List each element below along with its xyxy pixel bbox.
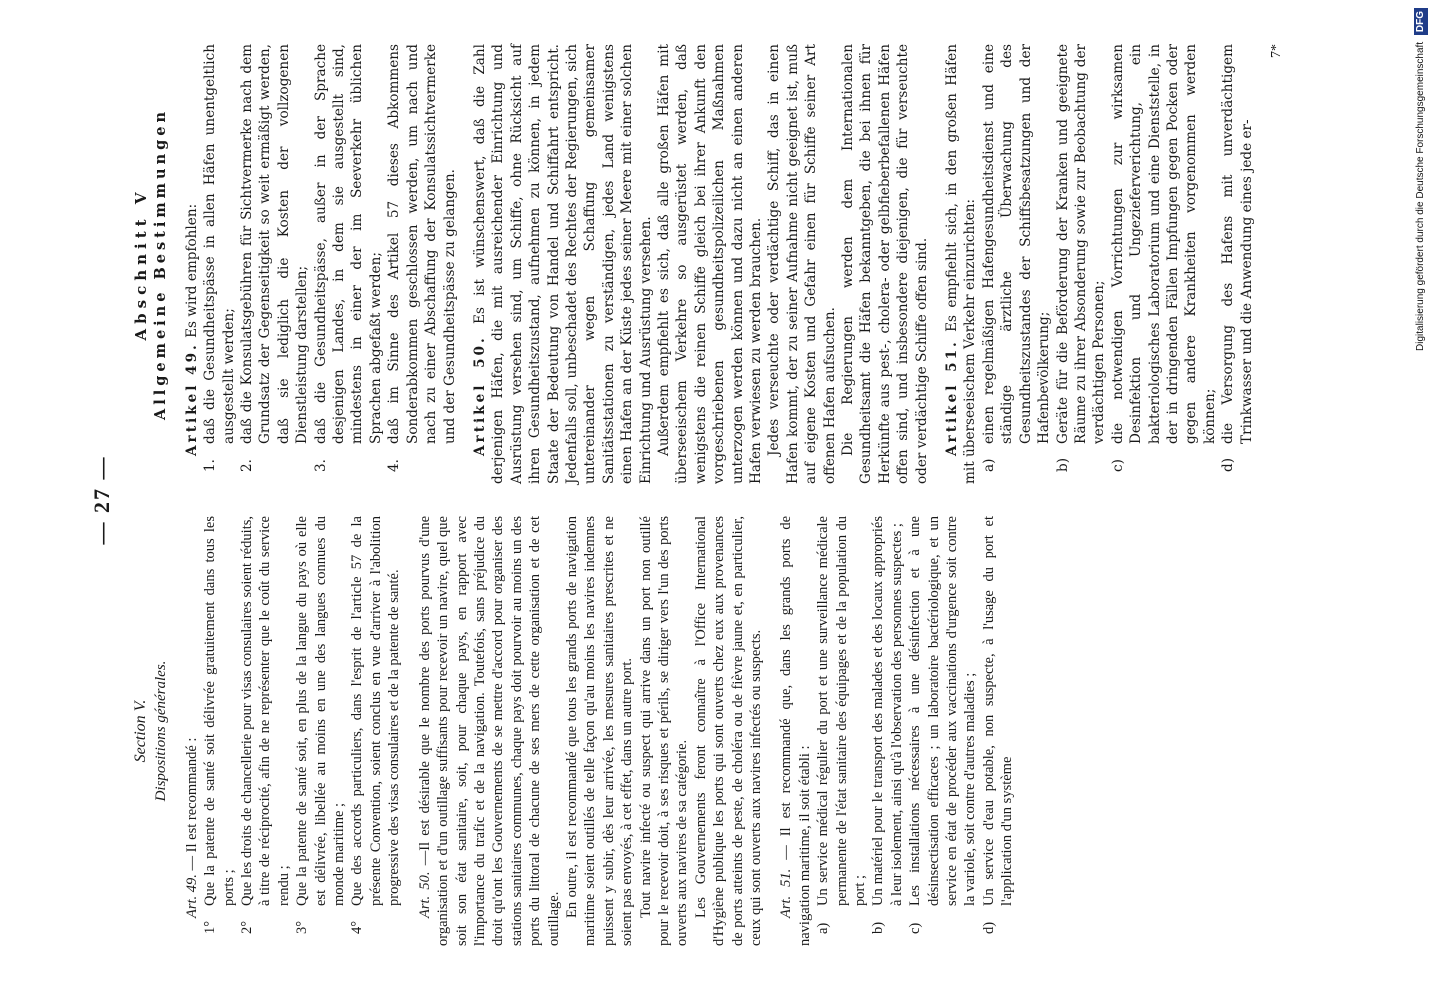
item-letter: a) bbox=[980, 458, 997, 472]
french-section-subtitle: Dispositions générales. bbox=[153, 660, 170, 802]
paragraph: Les Gouvernements feront connaître à l'Office International d'Hygiène publique les ports qui sont ouverts chez eux aux provenances de ports atteints de peste, de choléra ou de fièvre jaune et, en particulier, ceux qui sont ouverts aux navires infectés ou suspects. bbox=[692, 516, 764, 946]
item-text: Geräte für die Beförderung der Kranken und geeignete Räume zu ihrer Absonderung sowie zur Beobachtung der verdächtigen Personen; bbox=[1054, 44, 1108, 444]
french-article-49 bbox=[183, 516, 404, 946]
item-text: Que les droits de chancellerie pour visas consulaires soient réduits, à titre de réciprocité, afin de ne représenter que le coût du service rendu ; bbox=[239, 516, 292, 906]
document-page bbox=[37, 10, 1397, 990]
item-number: 2. bbox=[239, 459, 256, 472]
article-label: Artikel 49. bbox=[183, 342, 200, 456]
list-item bbox=[238, 516, 293, 946]
item-number: 3. bbox=[312, 459, 329, 472]
item-letter: c) bbox=[907, 922, 924, 934]
dfg-logo: DFG bbox=[1414, 8, 1428, 35]
german-column bbox=[132, 44, 1256, 484]
list-item bbox=[869, 516, 906, 946]
list-item bbox=[1219, 44, 1256, 484]
article-intro: —Il est désirable que le nombre des ports pourvus d'une organisation et d'un outillage suffisants pour recevoir un navire, quel que soit son état sanitaire, soit, pour chaque pays, en rapport avec l'importance du trafic et de la navigation. Toutefois, sans préjudice du droit qu'ont les Gouvernements de se mettre d'accord pour organiser des stations sanitaires communes, chaque pays doit pourvoir au moins un des ports du littoral de chacune de ses mers de cette organisation et de cet outillage. bbox=[416, 515, 562, 946]
item-text: Un matériel pour le transport des malades et des locaux appropriés à leur isolement, ainsi qu'à l'observation des personnes suspectes ; bbox=[870, 516, 905, 906]
german-section-subtitle: Allgemeine Bestimmungen bbox=[152, 107, 170, 421]
french-section-title: Section V. bbox=[132, 699, 149, 763]
item-letter: b) bbox=[1054, 457, 1071, 472]
french-article-50 bbox=[416, 516, 766, 946]
item-text: Que la patente de santé soit, en plus de la langue du pays où elle est délivrée, libellée au moins en une des langues connues du monde maritime ; bbox=[294, 516, 348, 906]
article-intro: Es empfiehlt sich, in den großen Häfen mit überseeischem Verkehr einzurichten: bbox=[944, 44, 979, 484]
paragraph: En outre, il est recommandé que tous les grands ports de navigation maritime soient outillés de telle façon qu'au moins les navires indemnes puissent y subir, dès leur arrivée, les mesures sanitaires prescrites et ne soient pas envoyés, à cet effet, dans un autre port. bbox=[563, 516, 636, 946]
paragraph: Jedes verseuchte oder verdächtige Schiff, das in einen Hafen kommt, der zu seiner Aufnahme nicht geeignet ist, muß auf eigene Kosten und Gefahr einen für Schiffe seiner Art offenen Hafen aufsuchen. bbox=[766, 44, 838, 484]
list-item bbox=[385, 44, 459, 484]
item-text: Un service d'eau potable, non suspecte, à l'usage du port et l'application d'un système bbox=[980, 516, 1016, 906]
list-item bbox=[980, 516, 1017, 946]
item-text: daß im Sinne des Artikel 57 dieses Abkommens Sonderabkommen geschlossen werden, um nach und nach zu einer Abschaffung der Konsulatssichtvermerke und der Gesundheitspässe zu gelangen. bbox=[386, 44, 458, 444]
list-item bbox=[201, 44, 238, 484]
german-article-49 bbox=[183, 44, 459, 484]
item-letter: a) bbox=[815, 922, 832, 934]
article-intro: — Il est recommandé : bbox=[183, 737, 200, 875]
item-number: 3° bbox=[294, 920, 311, 934]
signature-mark: 7* bbox=[1269, 44, 1284, 58]
article-intro: — Il est recommandé que, dans les grands ports de navigation maritime, il soit établi : bbox=[778, 516, 813, 946]
article-label: Art. 51. bbox=[778, 868, 795, 918]
list-item bbox=[293, 516, 348, 946]
paragraph: Außerdem empfiehlt es sich, daß alle großen Häfen mit überseeischem Verkehre so ausgerüstet werden, daß wenigstens die reinen Schiffe gleich bei ihrer Ankunft den vorgeschriebenen gesundheitspolizeilichen Maßnahmen unterzogen werden können und dazu nicht an einen anderen Hafen verwiesen zu werden brauchen. bbox=[655, 44, 764, 484]
article-intro: Es ist wünschenswert, daß die Zahl derjenigen Häfen, die mit ausreichender Einrichtung und Ausrüstung versehen sind, um Schiffe, ohne Rücksicht auf ihren Gesundheitszustand, aufnehmen zu können, in jedem Staate der Bedeutung von Handel und Schiffahrt entspricht. Jedenfalls soll, unbeschadet des Rechtes der Regierungen, sich untereinander wegen Schaffung gemeinsamer Sanitätsstationen zu verständigen, jedes Land wenigstens einen Hafen an der Küste jedes seiner Meere mit einer solchen Einrichtung und Ausrüstung versehen. bbox=[471, 44, 654, 484]
item-text: daß die Gesundheitspässe in allen Häfen unentgeltlich ausgestellt werden; bbox=[202, 44, 237, 444]
item-text: die notwendigen Vorrichtungen zur wirksamen Desinfektion und Ungezieferverichtung, ein bakteriologisches Laboratorium und eine Dienststelle, in der in dringenden Fällen Impfungen gegen Pocken oder gegen andere Krankheiten vorgenommen werden können; bbox=[1109, 44, 1218, 444]
item-text: Que la patente de santé soit délivrée gratuitement dans tous les ports ; bbox=[202, 516, 237, 906]
credit-text: Digitalisierung gefördert durch die Deutsche Forschungsgemeinschaft bbox=[1415, 41, 1426, 351]
article-intro: Es wird empfohlen: bbox=[183, 203, 200, 343]
german-section-title: Abschnitt V bbox=[132, 187, 150, 341]
paragraph: Die Regierungen werden dem Internationalen Gesundheitsamt die Häfen bekanntgeben, die bei ihnen für Herkünfte aus pest-, cholera- oder gelbfieberbefallenen Häfen offen sind, und insbesondere diejenigen, die für verseuchte oder verdächtige Schiffe offen sind. bbox=[840, 44, 930, 484]
list-item bbox=[238, 44, 312, 484]
list-item bbox=[906, 516, 980, 946]
article-label: Artikel 51. bbox=[944, 339, 961, 456]
item-number: 4° bbox=[349, 920, 366, 934]
item-text: Les installations nécessaires à une désinfection et à une désinsectisation efficaces ; un laboratoire bactériologique, et un service en état de procéder aux vaccinations d'urgence soit contre la variole, soit contre d'autres maladies ; bbox=[907, 516, 979, 906]
list-item bbox=[312, 44, 386, 484]
item-number: 1° bbox=[202, 920, 219, 934]
german-article-51 bbox=[943, 44, 1256, 484]
article-label: Artikel 50. bbox=[471, 335, 488, 456]
item-letter: c) bbox=[1109, 459, 1126, 472]
item-text: daß die Gesundheitspässe, außer in der Sprache desjenigen Landes, in dem sie ausgestellt sind, mindestens in einer der im Seeverkehr üblichen Sprachen abgefaßt werden; bbox=[312, 44, 384, 444]
item-text: Un service médical régulier du port et une surveillance médicale permanente de l'état sanitaire des équipages et de la population du port ; bbox=[815, 516, 869, 906]
list-item bbox=[1054, 44, 1109, 484]
item-text: Que des accords particuliers, dans l'esprit de l'article 57 de la présente Convention, soient conclus en vue d'arriver à l'abolition progressive des visas consulaires et de la patente de santé. bbox=[349, 516, 403, 906]
item-text: einen regelmäßigen Hafengesundheitsdienst und eine ständige ärztliche Überwachung des Gesundheitszustandes der Schiffsbesatzungen und der Hafenbevölkerung; bbox=[980, 44, 1053, 444]
list-item bbox=[201, 516, 238, 946]
item-text: daß die Konsulatsgebühren für Sichtvermerke nach dem Grundsatz der Gegenseitigkeit so weit ermäßigt werden, daß sie lediglich die Kosten der vollzogenen Dienstleistung darstellen; bbox=[239, 44, 311, 444]
french-column bbox=[132, 516, 1017, 946]
list-item bbox=[814, 516, 869, 946]
digitization-credit bbox=[1411, 8, 1431, 393]
item-number: 1. bbox=[202, 459, 219, 472]
page-number: — 27 — bbox=[89, 455, 114, 545]
german-article-50 bbox=[471, 44, 931, 484]
article-label: Art. 49. bbox=[183, 874, 200, 918]
list-item bbox=[980, 44, 1054, 484]
item-number: 4. bbox=[386, 459, 403, 472]
item-letter: d) bbox=[1220, 457, 1237, 472]
item-letter: b) bbox=[870, 921, 887, 934]
item-text: die Versorgung des Hafens mit unverdächtigem Trinkwasser und die Anwendung eines jede er- bbox=[1220, 44, 1255, 444]
article-label: Art. 50. bbox=[416, 871, 433, 918]
list-item bbox=[348, 516, 403, 946]
paragraph: Tout navire infecté ou suspect qui arrive dans un port non outillé pour le recevoir doit, à ses risques et périls, se diriger vers l'un des ports ouverts aux navires de sa catégorie. bbox=[637, 516, 691, 946]
item-number: 2° bbox=[239, 920, 256, 934]
french-article-51 bbox=[777, 516, 1016, 946]
item-letter: d) bbox=[980, 921, 997, 934]
list-item bbox=[1109, 44, 1219, 484]
